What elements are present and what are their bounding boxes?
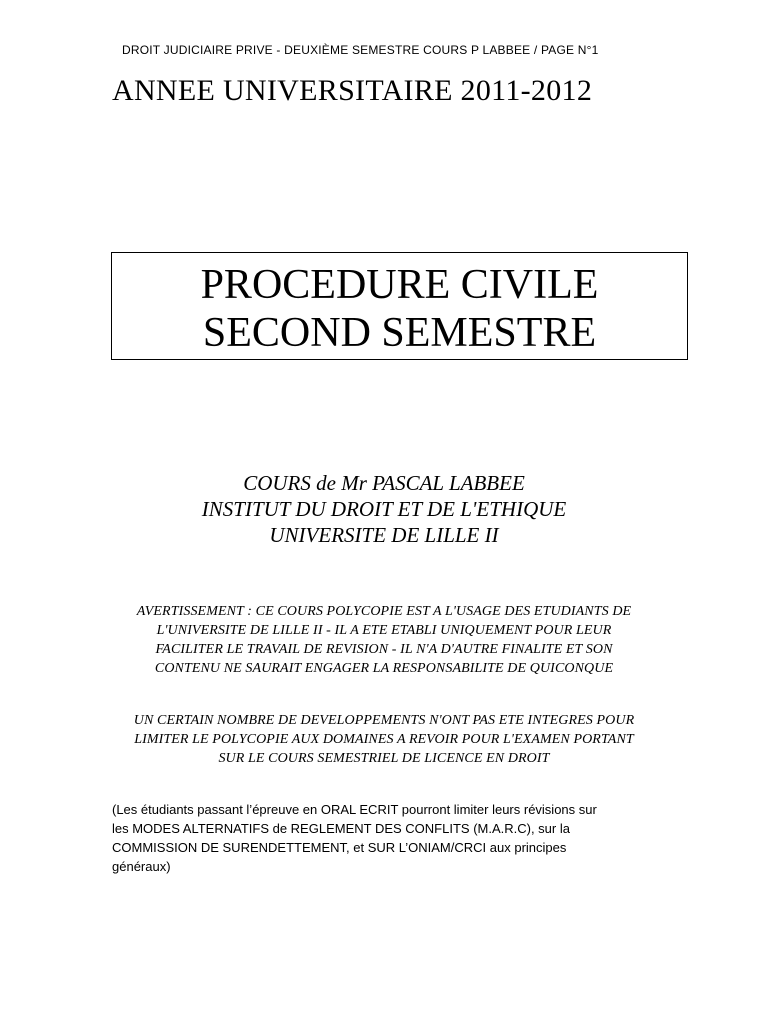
development-line: SUR LE COURS SEMESTRIEL DE LICENCE EN DROIT bbox=[218, 751, 550, 766]
warning-line: L'UNIVERSITE DE LILLE II - IL A ETE ETABLI UNIQUEMENT POUR LEUR bbox=[156, 623, 612, 638]
exam-note-line: généraux) bbox=[112, 859, 171, 874]
exam-note-line: (Les étudiants passant l’épreuve en ORAL ECRIT pourront limiter leurs révisions sur bbox=[112, 802, 597, 817]
course-teacher: COURS de Mr PASCAL LABBEE bbox=[243, 471, 525, 495]
development-line: LIMITER LE POLYCOPIE AUX DOMAINES A REVOIR POUR L'EXAMEN PORTANT bbox=[134, 732, 634, 747]
development-notice bbox=[80, 711, 688, 768]
title-line-2: SECOND SEMESTRE bbox=[202, 310, 597, 356]
warning-notice bbox=[80, 602, 688, 678]
academic-year: ANNEE UNIVERSITAIRE 2011-2012 bbox=[112, 74, 593, 107]
title-line-1: PROCEDURE CIVILE bbox=[200, 262, 599, 308]
development-line: UN CERTAIN NOMBRE DE DEVELOPPEMENTS N'ONT PAS ETE INTEGRES POUR bbox=[133, 713, 635, 728]
exam-note bbox=[112, 800, 597, 876]
warning-line: CONTENU NE SAURAIT ENGAGER LA RESPONSABILITE DE QUICONQUE bbox=[154, 661, 614, 676]
warning-line: AVERTISSEMENT : CE COURS POLYCOPIE EST A L'USAGE DES ETUDIANTS DE bbox=[136, 604, 632, 619]
exam-note-line: les MODES ALTERNATIFS de REGLEMENT DES CONFLITS (M.A.R.C), sur la bbox=[112, 821, 570, 836]
warning-line: FACILITER LE TRAVAIL DE REVISION - IL N'A D'AUTRE FINALITE ET SON bbox=[155, 642, 613, 657]
running-header: DROIT JUDICIAIRE PRIVE - DEUXIÈME SEMESTRE COURS P LABBEE / PAGE N°1 bbox=[122, 43, 599, 57]
course-info bbox=[0, 470, 768, 548]
exam-note-line: COMMISSION DE SURENDETTEMENT, et SUR L’ONIAM/CRCI aux principes bbox=[112, 840, 567, 855]
title-box bbox=[111, 252, 688, 360]
course-institute: INSTITUT DU DROIT ET DE L'ETHIQUE bbox=[201, 497, 567, 521]
course-university: UNIVERSITE DE LILLE II bbox=[269, 523, 499, 547]
